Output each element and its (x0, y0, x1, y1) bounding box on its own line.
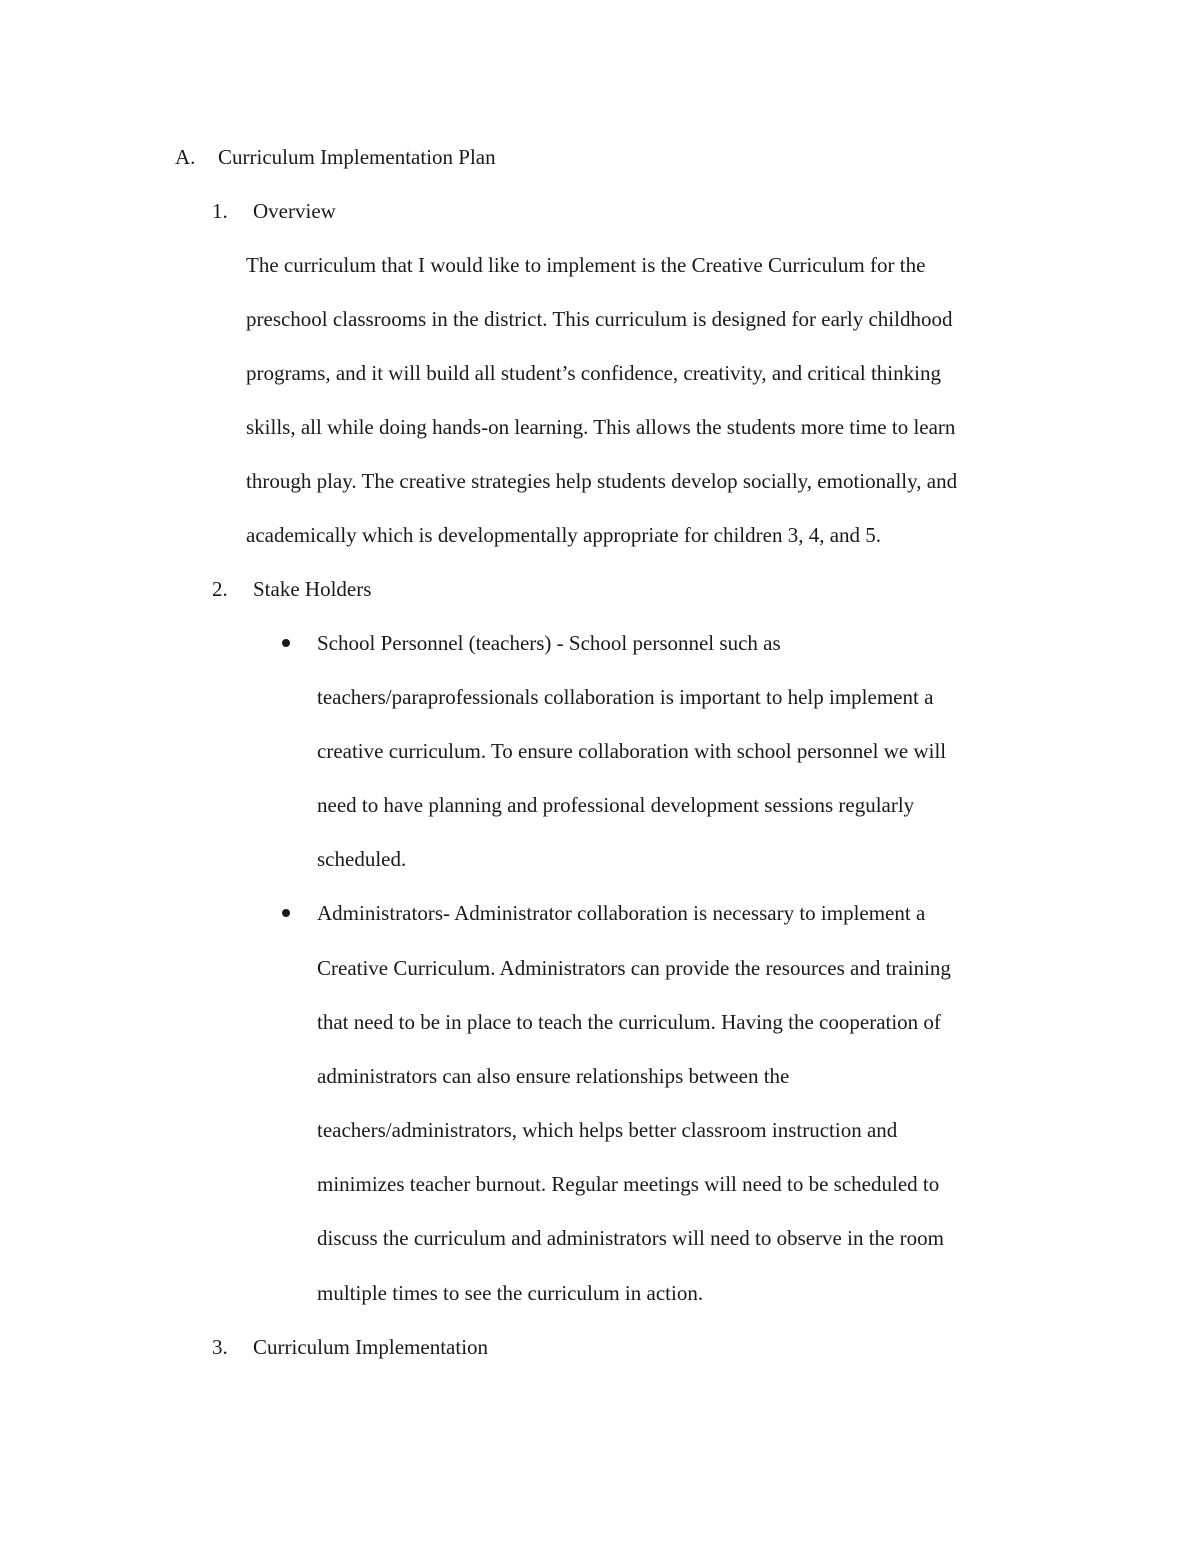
bullet-text-line: Administrators- Administrator collaboration is necessary to implement a (317, 901, 926, 925)
item-number: 3. (212, 1335, 228, 1359)
bullet-text-line: minimizes teacher burnout. Regular meetings will need to be scheduled to (317, 1172, 940, 1196)
overview-paragraph-line: preschool classrooms in the district. This curriculum is designed for early childhood (246, 307, 953, 331)
bullet-text-line: discuss the curriculum and administrators will need to observe in the room (317, 1226, 944, 1250)
bullet-text-line: teachers/paraprofessionals collaboration is important to help implement a (317, 685, 934, 709)
item-number: 1. (212, 199, 228, 223)
bullet-text-line: creative curriculum. To ensure collaboration with school personnel we will (317, 739, 947, 763)
bullet-text-line: multiple times to see the curriculum in action. (317, 1281, 704, 1305)
section-title: Curriculum Implementation Plan (218, 145, 496, 169)
section-marker: A. (175, 145, 196, 169)
item-heading-curriculum-implementation: Curriculum Implementation (253, 1335, 489, 1359)
bullet-text-line: scheduled. (317, 847, 407, 871)
overview-paragraph-line: programs, and it will build all student’s confidence, creativity, and critical thinking (246, 361, 941, 385)
item-heading-overview: Overview (253, 199, 336, 223)
overview-paragraph-line: through play. The creative strategies help students develop socially, emotionally, and (246, 469, 958, 493)
item-heading-stakeholders: Stake Holders (253, 577, 372, 601)
overview-paragraph-line: academically which is developmentally appropriate for children 3, 4, and 5. (246, 523, 882, 547)
bullet-text-line: administrators can also ensure relationships between the (317, 1064, 790, 1088)
bullet-dot-icon (282, 639, 290, 647)
overview-paragraph-line: The curriculum that I would like to implement is the Creative Curriculum for the (246, 253, 926, 277)
overview-paragraph-line: skills, all while doing hands-on learning. This allows the students more time to learn (246, 415, 956, 439)
bullet-text-line: need to have planning and professional development sessions regularly (317, 793, 915, 817)
bullet-text-line: School Personnel (teachers) - School personnel such as (317, 631, 781, 655)
item-number: 2. (212, 577, 228, 601)
bullet-dot-icon (282, 909, 290, 917)
bullet-text-line: teachers/administrators, which helps better classroom instruction and (317, 1118, 898, 1142)
bullet-text-line: that need to be in place to teach the curriculum. Having the cooperation of (317, 1010, 941, 1034)
bullet-text-line: Creative Curriculum. Administrators can provide the resources and training (317, 956, 951, 980)
